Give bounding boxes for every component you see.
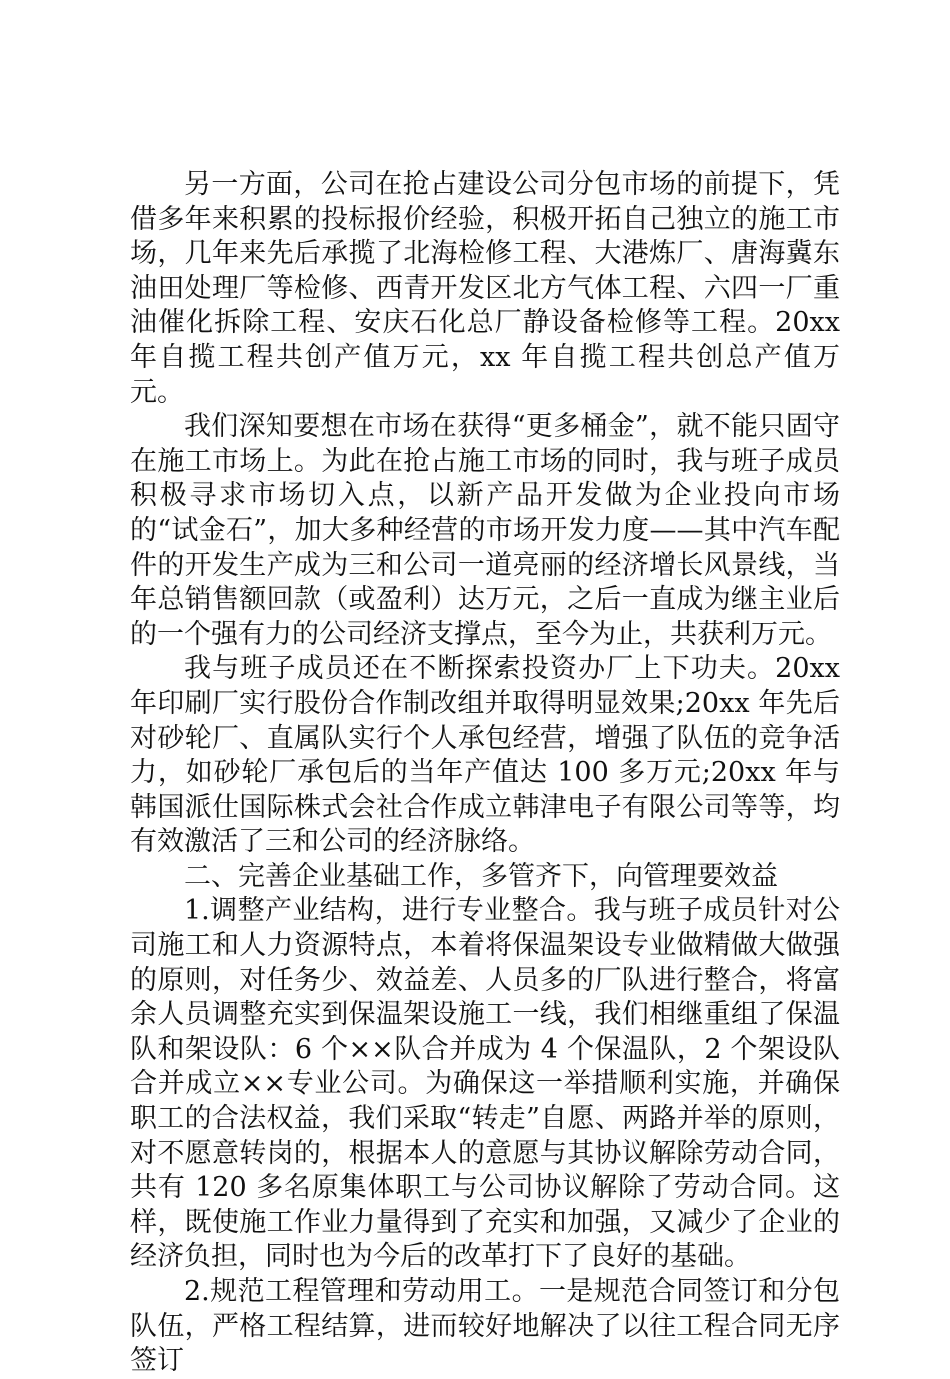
section-heading-management: 二、完善企业基础工作，多管齐下，向管理要效益 <box>184 860 778 892</box>
paragraph-industry-restructuring: 1.调整产业结构，进行专业整合。我与班子成员针对公司施工和人力资源特点，本着将保温架设专业做精做大做强的原则，对任务少、效益差、人员多的厂队进行整合，将富余人员调整充实到保温架设施工一线，我们相继重组了保温队和架设队：6 个××队合并成为 4 个保温队，2 个架设队合并成立××专业公司。为确保这一举措顺利实施，并确保职工的合法权益，我们采取“转走”自愿、两路并举的原则，对不愿意转岗的，根据本人的意愿与其协议解除劳动合同，共有 120 多名原集体职工与公司协议解除了劳动合同。这样，既使施工作业力量得到了充实和加强，又减少了企业的经济负担，同时也为今后的改革打下了良好的基础。 <box>130 895 840 1273</box>
document-body <box>130 168 840 1379</box>
paragraph-engineering-management: 2.规范工程管理和劳动用工。一是规范合同签订和分包队伍，严格工程结算，进而较好地解决了以往工程合同无序签订 <box>130 1276 840 1377</box>
paragraph-investment: 我与班子成员还在不断探索投资办厂上下功夫。20xx 年印刷厂实行股份合作制改组并取得明显效果;20xx 年先后对砂轮厂、直属队实行个人承包经营，增强了队伍的竞争活力，如砂轮厂承包后的当年产值达 100 多万元;20xx 年与韩国派仕国际株式会社合作成立韩津电子有限公司等等，均有效激活了三和公司的经济脉络。 <box>130 653 840 858</box>
paragraph-product-development: 我们深知要想在市场在获得“更多桶金”，就不能只固守在施工市场上。为此在抢占施工市场的同时，我与班子成员积极寻求市场切入点，以新产品开发做为企业投向市场的“试金石”，加大多种经营的市场开发力度——其中汽车配件的开发生产成为三和公司一道亮丽的经济增长风景线，当年总销售额回款（或盈利）达万元，之后一直成为继主业后的一个强有力的公司经济支撑点，至今为止，共获利万元。 <box>130 411 840 650</box>
paragraph-market-expansion: 另一方面，公司在抢占建设公司分包市场的前提下，凭借多年来积累的投标报价经验，积极开拓自己独立的施工市场，几年来先后承揽了北海检修工程、大港炼厂、唐海冀东油田处理厂等检修、西青开发区北方气体工程、六四一厂重油催化拆除工程、安庆石化总厂静设备检修等工程。20xx 年自揽工程共创产值万元，xx 年自揽工程共创总产值万元。 <box>130 169 840 408</box>
